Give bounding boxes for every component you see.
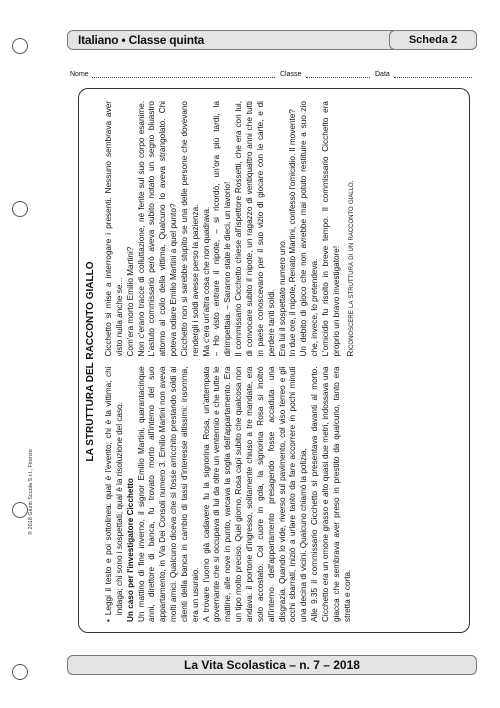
story-subtitle: Un caso per l'investigatore Cicchetto (125, 478, 135, 622)
binder-hole (12, 664, 28, 680)
binder-hole (12, 502, 28, 518)
copyright-notice: © 2018 Giunti Scuola S.r.l., Firenze (28, 449, 34, 535)
article-column-right (104, 101, 459, 357)
rotated-article (79, 89, 470, 633)
bullet-icon: • (104, 619, 113, 622)
instruction (104, 367, 126, 623)
binder-hole (12, 38, 28, 54)
data-field[interactable] (394, 77, 472, 78)
story-text-part-1: Un mattino di fine inverno, il signor Emilio Martini, quarantacinque anni, direttore di banca, fu trovato morto all'interno del suo appartamento, in Via Dei Consoli numero 3. Emilio Martini non aveva molti amici. Qualcuno diceva che si fosse arricchito prestando soldi ai clienti della banca in cambio di tassi d'interesse altissimi: insomma, era un usuraio. A trovare l'uomo già cadavere fu la signorina Rosa, un'attempata governante che si occupava di lui da oltre un ventennio e che tutte le mattine, alle nove in punto, varcava la soglia dell'appartamento. Era un tipo molto preciso. Quel giorno, Rosa capì subito che qualcosa non andava: il portone d'ingresso, solitamente chiuso a tre mandate, era solo accostato. Col cuore in gola, la signorina Rosa si inoltrò all'interno dell'appartamento presagendo fosse accaduta una disgrazia. Quando lo vide, riverso sul pavimento, col viso terreo e gli occhi sbarrati, iniziò a urlare tanto da fare accorrere in pochi minuti una decina di vicini. Qualcuno chiamò la polizia. Alle 9.35 il commissario Cicchetto si presentava davanti al morto. Cicchetto era un omone grasso e alto quasi due metri, indossava una giacca che sembrava aver preso in prestito da qualcuno, tanto era stretta e corta. (136, 366, 352, 622)
article-title: LA STRUTTURA DEL RACCONTO GIALLO (85, 261, 96, 462)
footer-bar (67, 655, 477, 675)
nome-label: Nome (70, 71, 89, 78)
article-footnote: Riconoscere la struttura di un racconto giallo. (345, 180, 355, 357)
binder-hole (12, 201, 28, 217)
story-text-part-2: Cicchetto si mise a interrogare i presenti. Nessuno sembrava aver visto nulla anche se... Com'era morto Emilio Martini? Non c'erano tracce di colluttazione, né ferite sul suo corpo esanime. L'astuto commissario però aveva subito notato un segno bluastro attorno al collo della vittima. Qualcuno lo aveva strangolato. Chi poteva odiare Emilio Martini a quel punto? Cicchetto non si sarebbe stupito se una delle persone che dovevano rendergli i soldi avesse perso la pazienza. Ma c'era un'altra cosa che non quadrava. – Ho visto entrare il nipote, – si ricordò, un'ora più tardi, la dirimpettaia. – Saranno state le dieci, un lavorio! Il commissario Cicchetto chiese all'ispettore Rossetti, che era con lui, di convocare subito il nipote, un ragazzo di ventiquattro anni che tutti in paese conoscevano per il suo vizio di giocare con le carte, e di perdere tanti soldi. Era lui il sospettato numero uno. In due ore, il nipote, Renato Martini, confessò l'omicidio. Il movente? Un debito di gioco che non avrebbe mai potuto restituire a suo zio che, invece, lo pretendeva. L'omicidio fu risolto in breve tempo. Il commissario Cicchetto era proprio un bravo investigatore! (104, 101, 341, 357)
worksheet-number: Scheda 2 (389, 30, 477, 50)
student-info-row (70, 68, 475, 80)
instruction-text: Leggi il testo e poi sottolinea: qual è l'evento; chi è la vittima; chi indaga; chi sono i sospettati; qual è la risoluzione del caso. (104, 366, 124, 616)
header-bar (67, 30, 477, 50)
article-column-left (104, 367, 459, 623)
article-panel (78, 88, 470, 633)
data-label: Data (375, 71, 390, 78)
magazine-title: La Vita Scolastica – n. 7 – 2018 (184, 658, 360, 672)
subject-title: Italiano • Classe quinta (78, 33, 205, 47)
nome-field[interactable] (92, 77, 275, 78)
classe-field[interactable] (306, 77, 370, 78)
classe-label: Classe (280, 71, 302, 78)
